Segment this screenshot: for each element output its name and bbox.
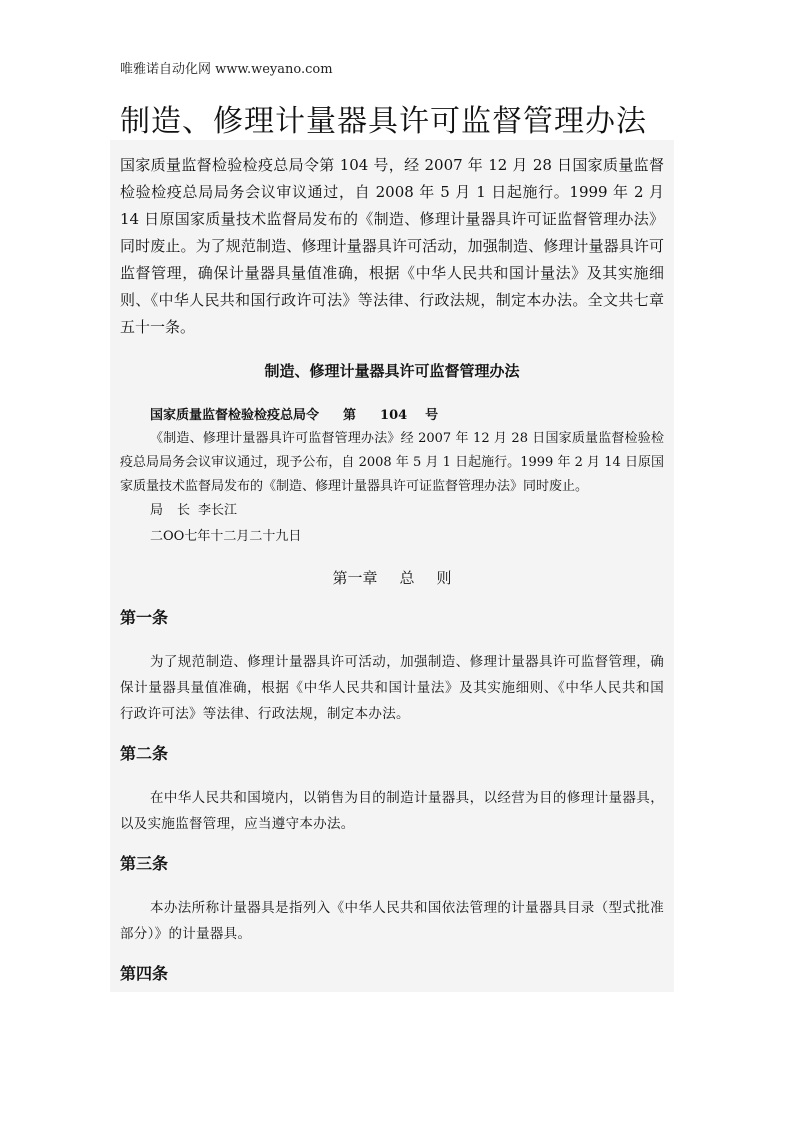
site-header: 唯雅诺自动化网 www.weyano.com (120, 62, 333, 77)
promulgation-notice: 《制造、修理计量器具许可监督管理办法》经 2007 年 12 月 28 日国家质量监督检验检疫总局局务会议审议通过，现予公布，自 2008 年 5 月 1 日起施行。1999 年 2 月 14 日原国家质量技术监督局发布的《制造、修理计量器具许可证监督管理办法》同时废止。 (120, 431, 664, 494)
article-3-body: 本办法所称计量器具是指列入《中华人民共和国依法管理的计量器具目录（型式批准部分）》的计量器具。 (120, 900, 664, 942)
decree-issuer: 国家质量监督检验检疫总局令 (150, 408, 320, 423)
signature-role-char1: 局 (150, 503, 164, 518)
decree-suffix: 号 (425, 408, 439, 423)
signature-line (150, 499, 664, 523)
page-title: 制造、修理计量器具许可监督管理办法 (120, 104, 647, 139)
decree-prefix: 第 (343, 408, 357, 423)
chapter-heading (120, 565, 664, 591)
decree-number: 104 (380, 408, 408, 423)
intro-paragraph: 国家质量监督检验检疫总局令第 104 号，经 2007 年 12 月 28 日国家质量监督检验检疫总局局务会议审议通过，自 2008 年 5 月 1 日起施行。1999 年 2 月 14 日原国家质量技术监督局发布的《制造、修理计量器具许可证监督管理办法》同时废止。为了规范制造、修理计量器具许可活动，加强制造、修理计量器具许可监督管理，确保计量器具量值准确，根据《中华人民共和国计量法》及其实施细则、《中华人民共和国行政许可法》等法律、行政法规，制定本办法。全文共七章五十一条。 (120, 156, 664, 336)
signature-role-char2: 长 (177, 503, 191, 518)
article-2-body: 在中华人民共和国境内，以销售为目的制造计量器具，以经营为目的修理计量器具，以及实施监督管理，应当遵守本办法。 (120, 790, 664, 832)
issue-date: 二OO七年十二月二十九日 (150, 529, 302, 544)
chapter-name-char2: 则 (436, 569, 452, 587)
article-4-heading: 第四条 (120, 964, 169, 983)
article-2-heading: 第二条 (120, 744, 169, 763)
document-subtitle: 制造、修理计量器具许可监督管理办法 (264, 362, 520, 380)
chapter-name-char1: 总 (399, 569, 415, 587)
chapter-number: 第一章 (332, 569, 378, 587)
article-1-body: 为了规范制造、修理计量器具许可活动，加强制造、修理计量器具许可监督管理，确保计量器具量值准确，根据《中华人民共和国计量法》及其实施细则、《中华人民共和国行政许可法》等法律、行政法规，制定本办法。 (120, 654, 664, 722)
decree-line (150, 405, 664, 427)
article-3-heading: 第三条 (120, 854, 169, 873)
signature-name: 李长江 (198, 503, 238, 518)
document-body (110, 140, 674, 992)
article-1-heading: 第一条 (120, 608, 169, 627)
